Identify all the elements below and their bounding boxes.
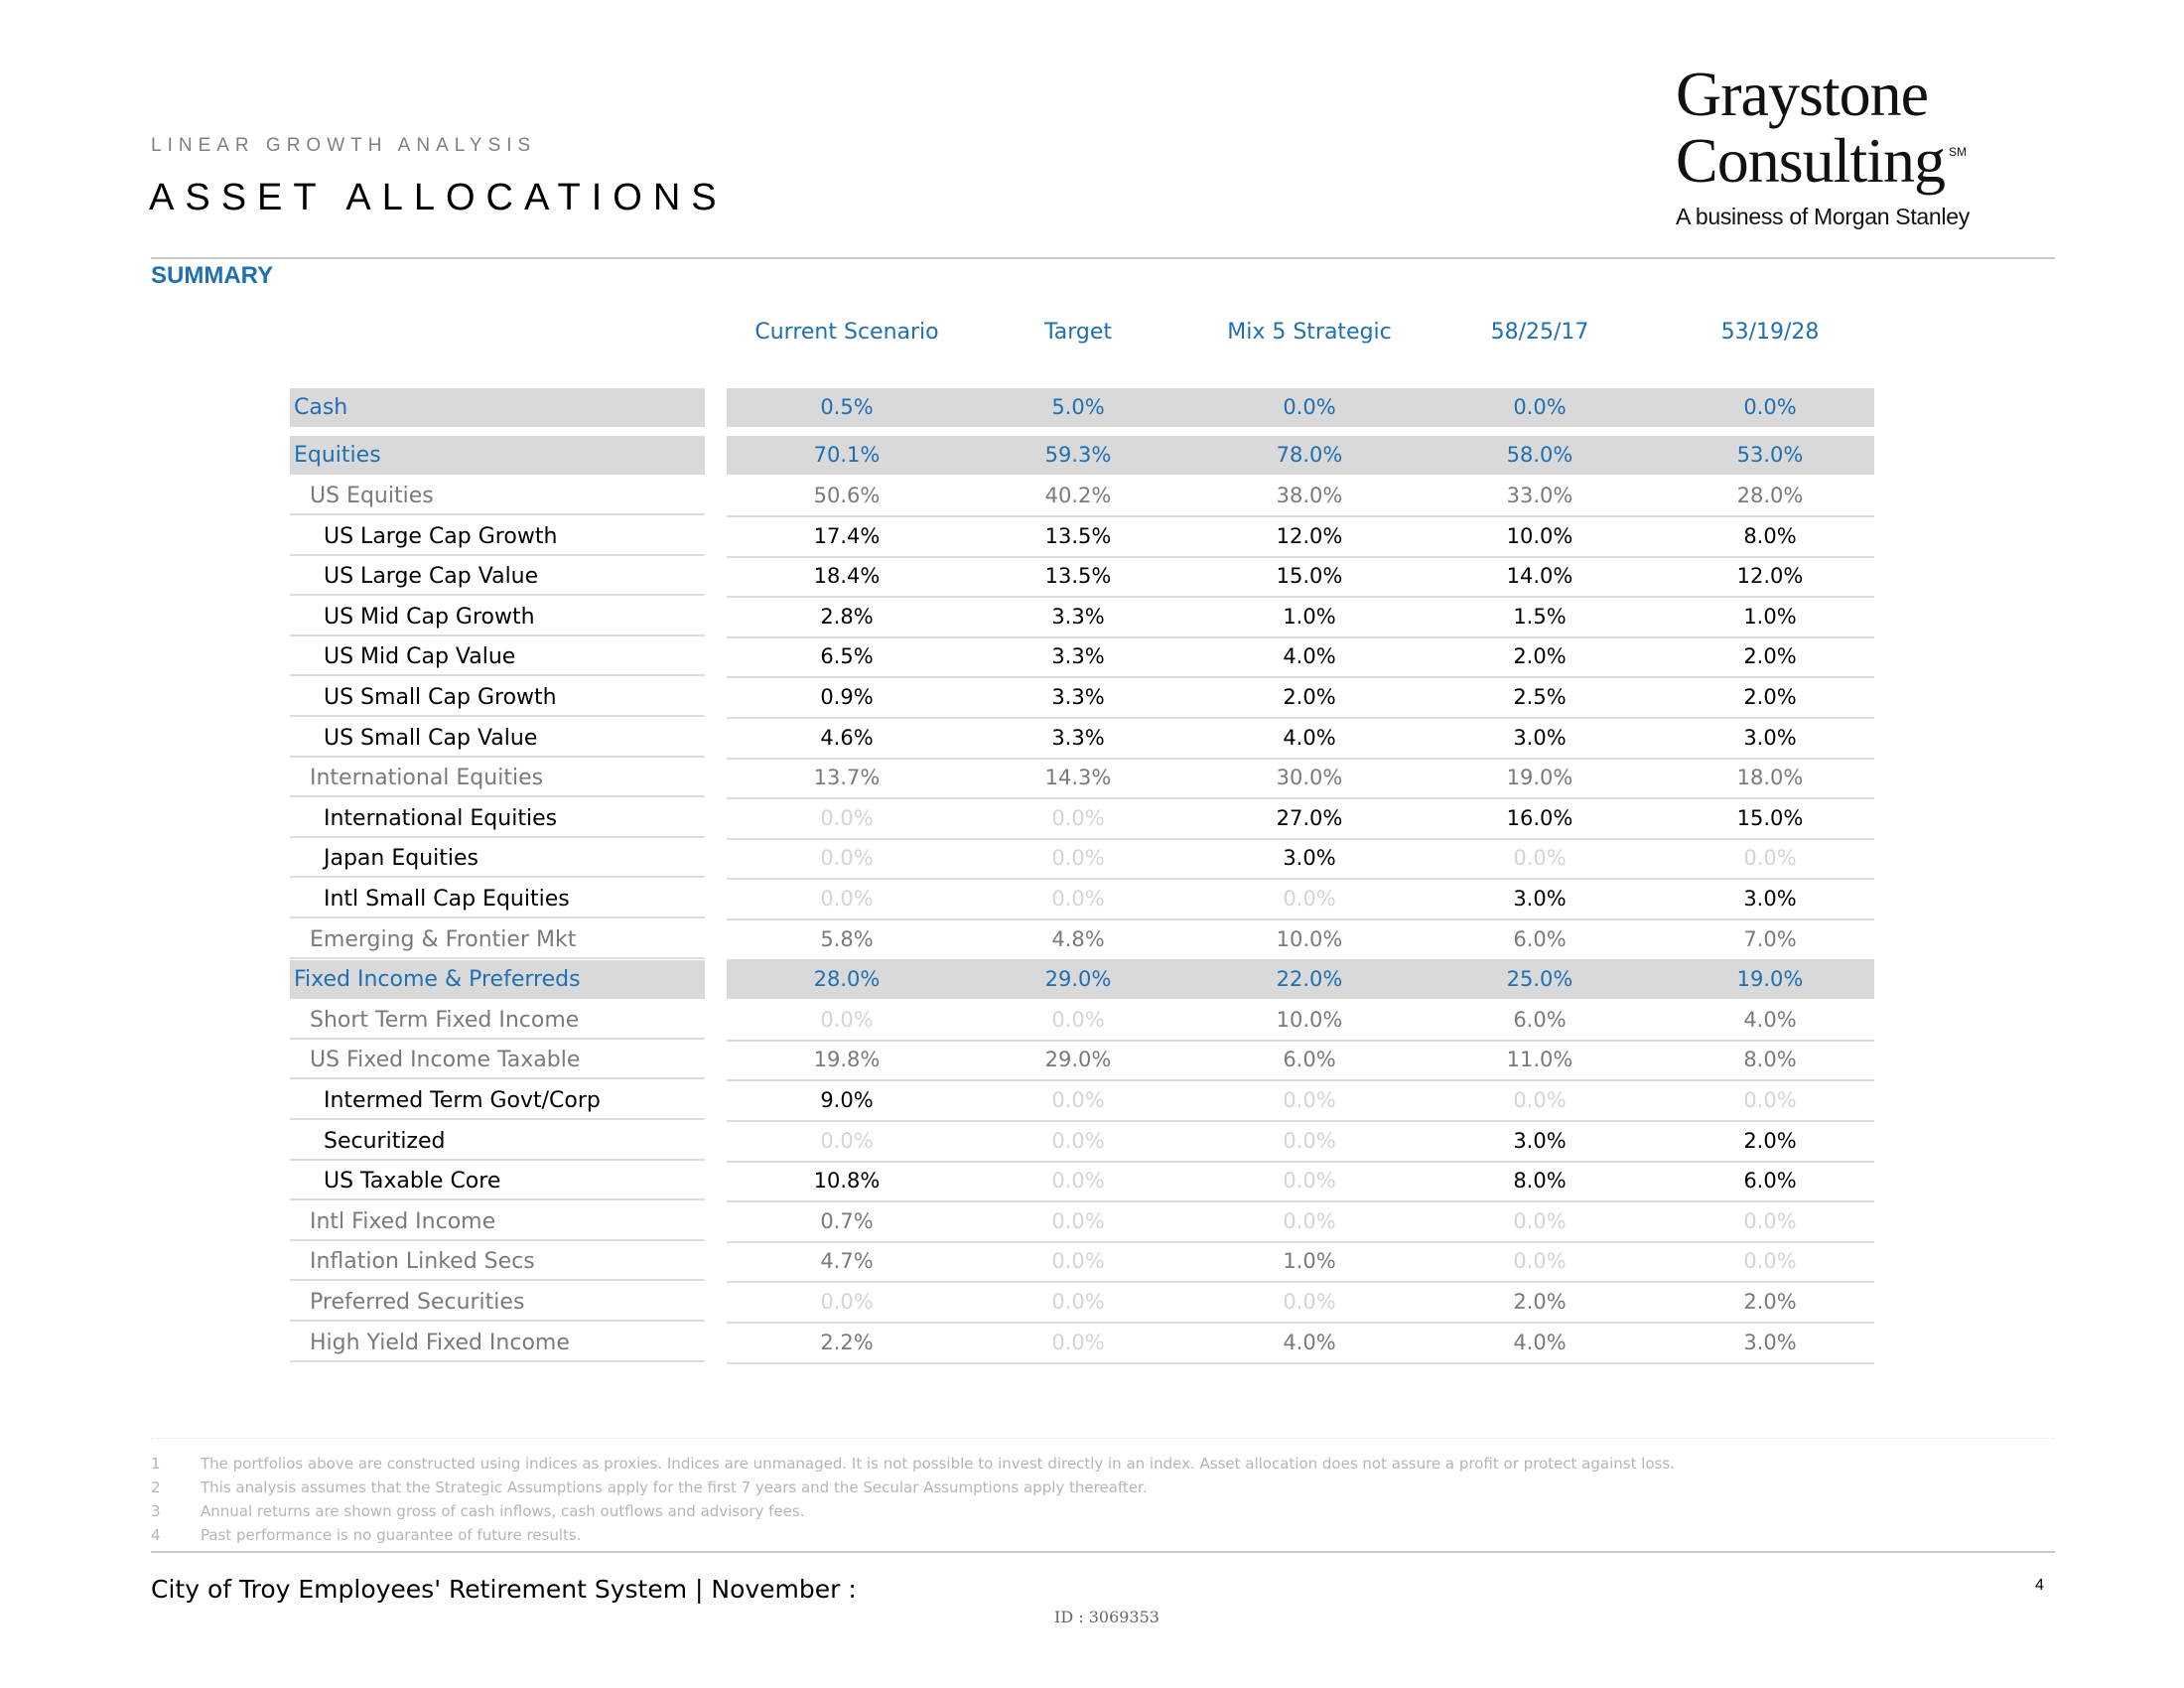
- allocation-value: 2.0%: [1283, 685, 1336, 709]
- allocation-value: 0.0%: [1051, 1290, 1105, 1314]
- allocation-value: 1.0%: [1283, 604, 1336, 629]
- row-values: [727, 920, 1874, 961]
- row-values: [727, 1081, 1874, 1122]
- allocation-value: 10.0%: [1276, 926, 1343, 951]
- row-label: Preferred Securities: [290, 1283, 705, 1322]
- allocation-value: 0.0%: [1051, 805, 1105, 830]
- allocation-value: 0.0%: [1283, 1169, 1336, 1194]
- allocation-value: 2.2%: [820, 1330, 874, 1354]
- allocation-value: 0.0%: [820, 887, 874, 911]
- allocation-value: 4.6%: [820, 725, 874, 750]
- allocation-value: 2.0%: [1743, 1128, 1797, 1153]
- allocation-value: 0.0%: [1283, 1128, 1336, 1153]
- row-values: [727, 1001, 1874, 1042]
- allocation-value: 10.8%: [813, 1169, 881, 1194]
- report-supertitle: LINEAR GROWTH ANALYSIS: [151, 135, 537, 156]
- logo-line-2-text: Consulting: [1676, 125, 1945, 196]
- allocation-value: 0.0%: [1513, 395, 1567, 419]
- allocation-value: 0.0%: [820, 1007, 874, 1032]
- row-values: [727, 598, 1874, 638]
- allocation-value: 4.0%: [1513, 1330, 1567, 1354]
- allocation-value: 0.0%: [1051, 1169, 1105, 1194]
- allocation-value: 0.0%: [1051, 1330, 1105, 1354]
- allocation-value: 11.0%: [1506, 1048, 1573, 1072]
- allocation-value: 3.3%: [1051, 604, 1105, 629]
- allocation-value: 25.0%: [1506, 967, 1573, 992]
- row-values: [727, 477, 1874, 517]
- allocation-value: 29.0%: [1044, 967, 1112, 992]
- column-header: Target: [1043, 320, 1113, 345]
- column-header: 58/25/17: [1490, 320, 1589, 345]
- row-label: Japan Equities: [290, 839, 705, 878]
- allocation-value: 2.0%: [1743, 685, 1797, 709]
- footnote: [151, 1478, 1148, 1496]
- document-id: ID : 3069353: [1054, 1608, 1160, 1626]
- allocation-value: 40.2%: [1044, 484, 1112, 507]
- footnote-number: 1: [151, 1455, 161, 1473]
- allocation-value: 18.4%: [813, 564, 881, 589]
- allocation-value: 0.0%: [1283, 395, 1336, 419]
- allocation-value: 3.3%: [1051, 725, 1105, 750]
- allocation-value: 19.0%: [1736, 967, 1804, 992]
- row-label: Cash: [290, 388, 705, 427]
- allocation-value: 53.0%: [1736, 443, 1804, 467]
- allocation-value: 2.0%: [1743, 1290, 1797, 1314]
- row-label: US Mid Cap Value: [290, 637, 705, 676]
- allocation-value: 14.0%: [1506, 564, 1573, 589]
- footnote-number: 2: [151, 1478, 161, 1496]
- row-label: International Equities: [290, 759, 705, 797]
- allocation-value: 27.0%: [1276, 805, 1343, 830]
- allocation-value: 2.0%: [1513, 1290, 1567, 1314]
- allocation-value: 78.0%: [1276, 443, 1343, 467]
- table-row: [0, 637, 2184, 677]
- allocation-value: 2.0%: [1743, 644, 1797, 669]
- allocation-value: 2.8%: [820, 604, 874, 629]
- allocation-value: 58.0%: [1506, 443, 1573, 467]
- row-values: [727, 1041, 1874, 1081]
- row-values: [727, 637, 1874, 678]
- row-label: US Large Cap Growth: [290, 517, 705, 556]
- allocation-value: 8.0%: [1513, 1169, 1567, 1194]
- footnote-text: The portfolios above are constructed using indices as proxies. Indices are unmanaged. It is not possible to invest directly in an index. Asset allocation does not assure a profit or protect against loss.: [201, 1455, 1675, 1473]
- allocation-value: 4.0%: [1283, 725, 1336, 750]
- allocation-value: 0.0%: [820, 1128, 874, 1153]
- allocation-value: 19.0%: [1506, 766, 1573, 790]
- client-name: City of Troy Employees' Retirement System | November :: [151, 1575, 857, 1604]
- allocation-value: 18.0%: [1736, 766, 1804, 790]
- column-header: 53/19/28: [1720, 320, 1820, 345]
- row-values: [727, 799, 1874, 840]
- row-values: [727, 1202, 1874, 1243]
- table-row: [0, 1001, 2184, 1041]
- allocation-value: 0.0%: [1051, 1208, 1105, 1233]
- footnote-divider: [151, 1438, 2055, 1439]
- row-values: [727, 719, 1874, 760]
- allocation-value: 0.0%: [1283, 1290, 1336, 1314]
- allocation-value: 1.0%: [1283, 1249, 1336, 1274]
- allocation-value: 0.0%: [820, 1290, 874, 1314]
- table-row: [0, 759, 2184, 798]
- allocation-value: 13.5%: [1044, 564, 1112, 589]
- footnote-text: This analysis assumes that the Strategic Assumptions apply for the first 7 years and the Secular Assumptions apply thereafter.: [201, 1478, 1148, 1496]
- allocation-value: 19.8%: [813, 1048, 881, 1072]
- allocation-value: 29.0%: [1044, 1048, 1112, 1072]
- allocation-value: 4.0%: [1283, 644, 1336, 669]
- table-row: [0, 1283, 2184, 1323]
- row-values: [727, 1242, 1874, 1283]
- row-label: US Small Cap Growth: [290, 678, 705, 717]
- table-row: [0, 598, 2184, 637]
- row-label: US Taxable Core: [290, 1162, 705, 1200]
- allocation-value: 2.0%: [1513, 644, 1567, 669]
- table-row: [0, 880, 2184, 919]
- allocation-value: 6.0%: [1743, 1169, 1797, 1194]
- allocation-value: 2.5%: [1513, 685, 1567, 709]
- allocation-value: 10.0%: [1276, 1007, 1343, 1032]
- logo-line-1: Graystone: [1676, 59, 1929, 129]
- row-values: [727, 839, 1874, 880]
- allocation-value: 0.0%: [1051, 1249, 1105, 1274]
- allocation-value: 0.0%: [1513, 1208, 1567, 1233]
- row-values: [727, 436, 1874, 475]
- allocation-value: 5.8%: [820, 926, 874, 951]
- row-values: [727, 1324, 1874, 1364]
- allocation-value: 28.0%: [1736, 484, 1804, 507]
- row-values: [727, 759, 1874, 799]
- allocation-value: 0.0%: [1051, 1007, 1105, 1032]
- table-row: [0, 1242, 2184, 1282]
- row-label: Inflation Linked Secs: [290, 1242, 705, 1281]
- row-values: [727, 1122, 1874, 1163]
- table-row: [0, 1081, 2184, 1121]
- allocation-value: 0.0%: [1743, 1249, 1797, 1274]
- allocation-value: 0.0%: [1051, 1088, 1105, 1112]
- allocation-value: 0.0%: [1283, 1208, 1336, 1233]
- allocation-value: 0.0%: [1283, 1088, 1336, 1112]
- row-label: Emerging & Frontier Mkt: [290, 920, 705, 959]
- allocation-value: 3.3%: [1051, 644, 1105, 669]
- logo-line-2: [1676, 123, 1993, 196]
- row-label: International Equities: [290, 799, 705, 838]
- allocation-value: 0.0%: [1513, 846, 1567, 871]
- table-row: [0, 436, 2184, 476]
- row-values: [727, 880, 1874, 920]
- row-values: [727, 388, 1874, 427]
- allocation-value: 8.0%: [1743, 1048, 1797, 1072]
- allocation-value: 6.0%: [1283, 1048, 1336, 1072]
- allocation-value: 1.0%: [1743, 604, 1797, 629]
- allocation-value: 3.0%: [1513, 1128, 1567, 1153]
- footnote: [151, 1502, 804, 1520]
- row-values: [727, 678, 1874, 719]
- row-values: [727, 1162, 1874, 1202]
- allocation-value: 3.0%: [1743, 887, 1797, 911]
- table-row: [0, 678, 2184, 718]
- allocation-value: 0.9%: [820, 685, 874, 709]
- column-header: Mix 5 Strategic: [1227, 320, 1392, 345]
- allocation-value: 4.8%: [1051, 926, 1105, 951]
- section-label: SUMMARY: [151, 262, 274, 289]
- row-label: Short Term Fixed Income: [290, 1001, 705, 1040]
- table-row: [0, 517, 2184, 557]
- allocation-value: 3.0%: [1513, 887, 1567, 911]
- footer-divider: [151, 1551, 2055, 1553]
- allocation-value: 14.3%: [1044, 766, 1112, 790]
- allocation-value: 6.0%: [1513, 926, 1567, 951]
- allocation-value: 9.0%: [820, 1088, 874, 1112]
- header-divider: [151, 257, 2055, 259]
- allocation-value: 0.0%: [1743, 1208, 1797, 1233]
- table-row: [0, 719, 2184, 759]
- allocation-value: 3.3%: [1051, 685, 1105, 709]
- allocation-value: 0.0%: [1051, 846, 1105, 871]
- row-values: [727, 1283, 1874, 1324]
- row-label: US Equities: [290, 477, 705, 515]
- allocation-value: 0.7%: [820, 1208, 874, 1233]
- allocation-value: 0.5%: [820, 395, 874, 419]
- footnote: [151, 1455, 1675, 1473]
- allocation-value: 12.0%: [1736, 564, 1804, 589]
- allocation-value: 0.0%: [820, 805, 874, 830]
- allocation-value: 0.0%: [1743, 395, 1797, 419]
- footnote-text: Past performance is no guarantee of future results.: [201, 1526, 582, 1544]
- footnote-number: 4: [151, 1526, 161, 1544]
- allocation-value: 59.3%: [1044, 443, 1112, 467]
- allocation-value: 7.0%: [1743, 926, 1797, 951]
- row-label: Equities: [290, 436, 705, 475]
- allocation-value: 3.0%: [1743, 725, 1797, 750]
- allocation-value: 3.0%: [1283, 846, 1336, 871]
- service-mark: SM: [1948, 145, 1967, 159]
- row-label: Intl Small Cap Equities: [290, 880, 705, 918]
- allocation-value: 15.0%: [1276, 564, 1343, 589]
- row-values: [727, 517, 1874, 558]
- table-row: [0, 839, 2184, 879]
- allocation-value: 0.0%: [1283, 887, 1336, 911]
- table-row: [0, 1041, 2184, 1080]
- allocation-value: 8.0%: [1743, 523, 1797, 548]
- allocation-value: 1.5%: [1513, 604, 1567, 629]
- table-row: [0, 477, 2184, 516]
- allocation-value: 13.7%: [813, 766, 881, 790]
- page-number: 4: [2035, 1577, 2044, 1594]
- allocation-value: 3.0%: [1743, 1330, 1797, 1354]
- allocation-value: 17.4%: [813, 523, 881, 548]
- allocation-value: 6.0%: [1513, 1007, 1567, 1032]
- allocation-value: 33.0%: [1506, 484, 1573, 507]
- table-row: [0, 920, 2184, 960]
- row-label: Intermed Term Govt/Corp: [290, 1081, 705, 1120]
- allocation-value: 6.5%: [820, 644, 874, 669]
- page-title: ASSET ALLOCATIONS: [149, 177, 728, 218]
- row-label: High Yield Fixed Income: [290, 1324, 705, 1362]
- graystone-logo: [1676, 59, 1993, 229]
- allocation-value: 13.5%: [1044, 523, 1112, 548]
- table-row: [0, 1324, 2184, 1363]
- table-row: [0, 388, 2184, 428]
- allocation-value: 0.0%: [1051, 887, 1105, 911]
- allocation-value: 12.0%: [1276, 523, 1343, 548]
- table-row: [0, 960, 2184, 1000]
- row-label: US Mid Cap Growth: [290, 598, 705, 636]
- table-row: [0, 799, 2184, 839]
- allocation-value: 4.7%: [820, 1249, 874, 1274]
- footnote-number: 3: [151, 1502, 161, 1520]
- allocation-value: 28.0%: [813, 967, 881, 992]
- table-row: [0, 557, 2184, 597]
- allocation-value: 0.0%: [1513, 1088, 1567, 1112]
- allocation-value: 0.0%: [1743, 846, 1797, 871]
- allocation-value: 22.0%: [1276, 967, 1343, 992]
- allocation-value: 0.0%: [820, 846, 874, 871]
- row-label: US Small Cap Value: [290, 719, 705, 758]
- allocation-value: 70.1%: [813, 443, 881, 467]
- table-row: [0, 1122, 2184, 1162]
- allocation-value: 38.0%: [1276, 484, 1343, 507]
- row-label: US Fixed Income Taxable: [290, 1041, 705, 1079]
- allocation-value: 50.6%: [813, 484, 881, 507]
- table-row: [0, 1162, 2184, 1201]
- allocation-value: 10.0%: [1506, 523, 1573, 548]
- allocation-value: 3.0%: [1513, 725, 1567, 750]
- row-label: Securitized: [290, 1122, 705, 1161]
- allocation-value: 4.0%: [1743, 1007, 1797, 1032]
- allocation-value: 15.0%: [1736, 805, 1804, 830]
- row-label: US Large Cap Value: [290, 557, 705, 596]
- allocation-value: 0.0%: [1743, 1088, 1797, 1112]
- row-values: [727, 960, 1874, 999]
- row-label: Fixed Income & Preferreds: [290, 960, 705, 999]
- footnote: [151, 1526, 582, 1544]
- allocation-value: 0.0%: [1051, 1128, 1105, 1153]
- table-row: [0, 1202, 2184, 1242]
- footnote-text: Annual returns are shown gross of cash inflows, cash outflows and advisory fees.: [201, 1502, 805, 1520]
- allocation-value: 16.0%: [1506, 805, 1573, 830]
- allocation-value: 30.0%: [1276, 766, 1343, 790]
- allocation-value: 4.0%: [1283, 1330, 1336, 1354]
- row-values: [727, 557, 1874, 598]
- allocation-value: 5.0%: [1051, 395, 1105, 419]
- column-header: Current Scenario: [754, 320, 939, 345]
- allocation-value: 0.0%: [1513, 1249, 1567, 1274]
- logo-tagline: A business of Morgan Stanley: [1676, 204, 1970, 229]
- row-label: Intl Fixed Income: [290, 1202, 705, 1241]
